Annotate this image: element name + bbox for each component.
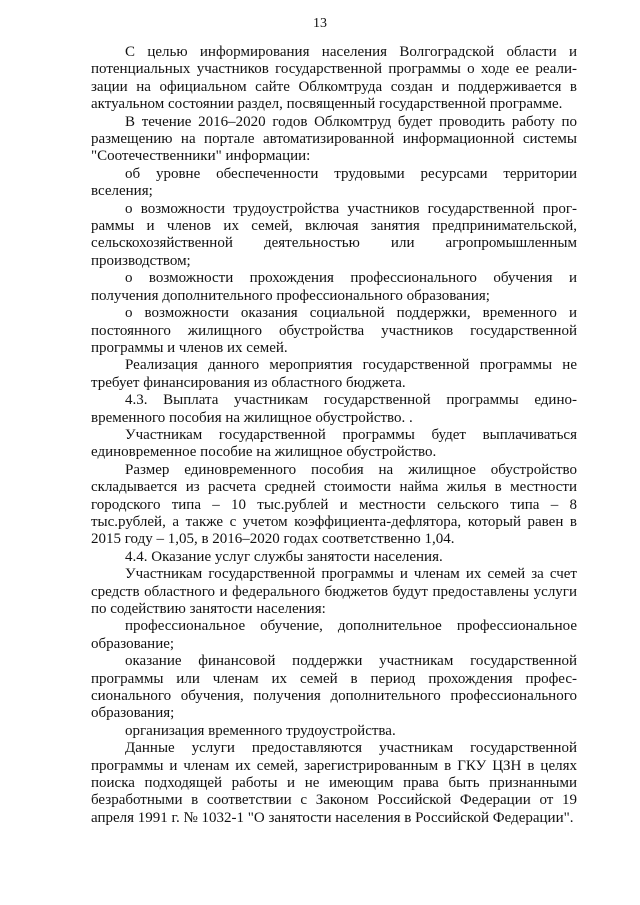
paragraph: Размер единовременного пособия на жилищное обустройство складывается из расчета средней стоимости найма жилья в местности городского типа – 10 тыс.рублей и местности сельского типа – 8 тыс.рублей, а также с учетом коэффициента-дефлятора, который равен в 2015 году – 1,05, в 2016–2020 годах соответственно 1,04. <box>91 461 577 548</box>
paragraph: Данные услуги предоставляются участникам государственной программы и членам их семей, зарегистрированным в ГКУ ЦЗН в целях поиска подходящей работы и не имеющим права быть признанными безработными в соответствии с Законом Российской Федерации от 19 апреля 1991 г. № 1032-1 "О занятости населения в Российской Федерации". <box>91 740 577 826</box>
document-body <box>91 44 577 827</box>
page-number: 13 <box>313 16 327 31</box>
section-heading-4-3: 4.3. Выплата участникам государственной программы единовременного пособия на жилищное обустройство. . <box>91 392 577 426</box>
paragraph: С целью информирования населения Волгоградской области и потенциальных участников государственной программы о ходе ее реализации на официальном сайте Облкомтруда создан и поддерживается в актуальном состоянии раздел, посвященный государственной программе. <box>91 44 577 113</box>
paragraph: профессиональное обучение, дополнительное профессиональное образование; <box>91 618 577 652</box>
paragraph: Реализация данного мероприятия государственной программы не требует финансирования из областного бюджета. <box>91 357 577 391</box>
paragraph: оказание финансовой поддержки участникам государственной программы или членам их семей в период прохождения профессионального обучения, получения дополнительного профессионального образования; <box>91 653 577 722</box>
paragraph: о возможности прохождения профессионального обучения и получения дополнительного профессионального образования; <box>91 270 577 304</box>
paragraph: организация временного трудоустройства. <box>125 722 396 739</box>
paragraph: о возможности оказания социальной поддержки, временного и постоянного жилищного обустройства участников государственной программы и членов их семей. <box>91 305 577 356</box>
paragraph: о возможности трудоустройства участников государственной программы и членов их семей, включая занятия предпринимательской, сельскохозяйственной деятельностью или агропромышленным производством; <box>91 200 577 269</box>
paragraph: об уровне обеспеченности трудовыми ресурсами территории вселения; <box>91 165 577 200</box>
section-heading-4-4: 4.4. Оказание услуг службы занятости населения. <box>125 548 443 565</box>
paragraph: В течение 2016–2020 годов Облкомтруд будет проводить работу по размещению на портале автоматизированной информационной системы "Соотечественники" информации: <box>91 113 577 165</box>
paragraph: Участникам государственной программы будет выплачиваться единовременное пособие на жилищное обустройство. <box>91 426 577 461</box>
paragraph: Участникам государственной программы и членам их семей за счет средств областного и федерального бюджетов будут предоставлены услуги по содействию занятости населения: <box>91 566 577 617</box>
